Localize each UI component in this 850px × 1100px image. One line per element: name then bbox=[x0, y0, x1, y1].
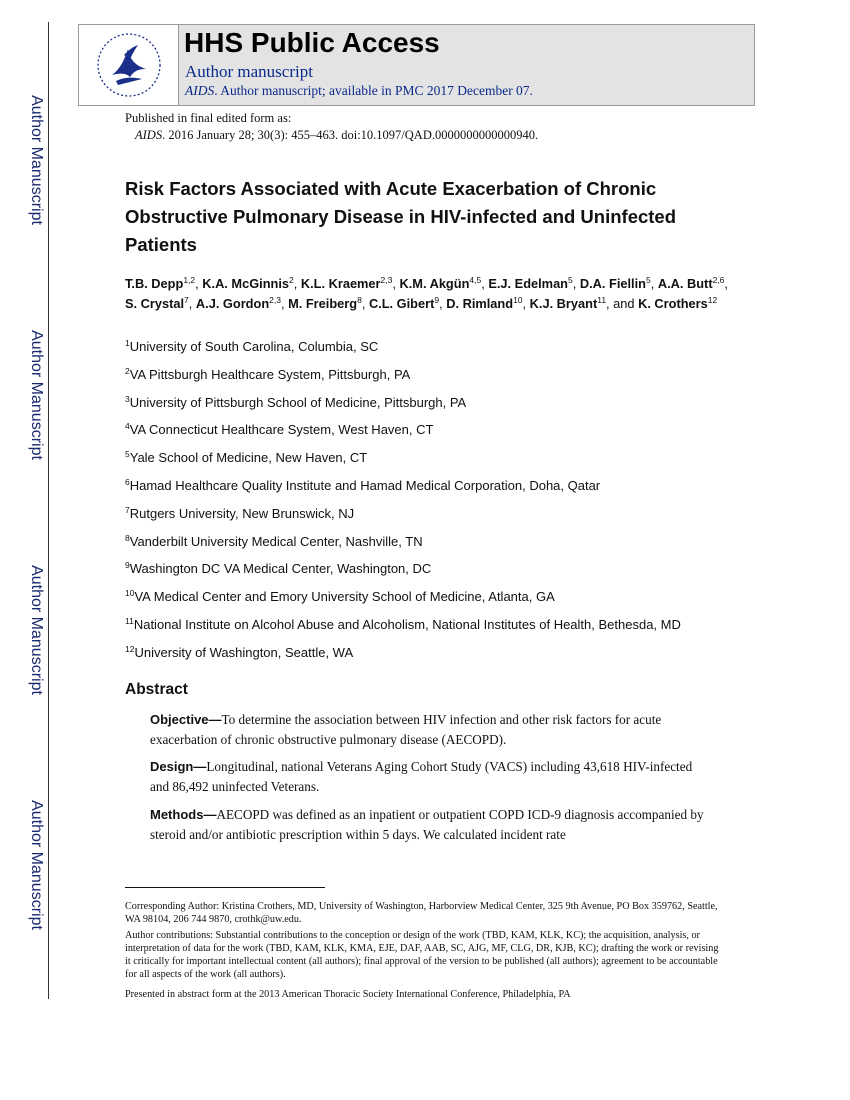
author-affiliation-ref: 5 bbox=[568, 275, 573, 285]
author-separator: , bbox=[724, 276, 728, 291]
author-name: K.M. Akgün bbox=[399, 276, 470, 291]
affiliation-number: 9 bbox=[125, 560, 130, 571]
author-name: T.B. Depp bbox=[125, 276, 184, 291]
affiliation-item bbox=[125, 588, 745, 616]
footnote-rule bbox=[125, 887, 325, 888]
hhs-eagle-logo bbox=[79, 25, 179, 105]
author-name: E.J. Edelman bbox=[488, 276, 568, 291]
author-affiliation-ref: 11 bbox=[597, 295, 607, 305]
affiliation-item bbox=[125, 449, 745, 477]
author-separator: , bbox=[188, 296, 196, 311]
affiliation-text: Washington DC VA Medical Center, Washington, DC bbox=[129, 561, 432, 577]
author-separator: , bbox=[650, 276, 658, 291]
hhs-banner bbox=[78, 24, 755, 106]
affiliation-item bbox=[125, 560, 745, 588]
affiliation-text: University of Pittsburgh School of Medicine, Pittsburgh, PA bbox=[129, 394, 467, 410]
author-separator: , bbox=[195, 276, 203, 291]
author-separator: , bbox=[361, 296, 369, 311]
affiliation-number: 3 bbox=[125, 393, 130, 404]
article-title: Risk Factors Associated with Acute Exacerbation of Chronic Obstructive Pulmonary Disease in HIV-infected and Uninfected Patients bbox=[125, 178, 677, 255]
footnote-contributions: Author contributions: Substantial contributions to the conception or design of the work (TBD, KAM, KLK, KC); the acquisition, analysis, or interpretation of data for the work (TBD, KAM, KLK, KMA, EJE, DAF, AAB, SC, AJG, MF, CLG, DR, KJB, KC); drafting the work or revising it critically for important intellectual content (all authors); final approval of the version to be published (all authors); agreement to be accountable for all aspects of the work (all authors). bbox=[125, 930, 719, 980]
author-affiliation-ref: 2,3 bbox=[269, 295, 281, 305]
affiliation-number: 10 bbox=[125, 588, 135, 599]
author-name: M. Freiberg bbox=[288, 296, 358, 311]
author-name: K. Crothers bbox=[638, 296, 708, 311]
author-affiliation-ref: 1,2 bbox=[183, 275, 196, 285]
affiliation-text: National Institute on Alcohol Abuse and Alcoholism, National Institutes of Health, Bethesda, MD bbox=[133, 616, 681, 632]
author-affiliation-ref: 4,5 bbox=[469, 275, 482, 285]
affiliation-item bbox=[125, 421, 745, 449]
side-watermark: Author Manuscript bbox=[28, 95, 45, 225]
author-affiliation-ref: 7 bbox=[184, 295, 189, 305]
abstract-heading: Abstract bbox=[125, 681, 188, 698]
affiliation-number: 6 bbox=[125, 476, 130, 487]
affiliation-item bbox=[125, 394, 745, 422]
affiliation-number: 5 bbox=[125, 449, 130, 460]
author-separator: , bbox=[481, 276, 489, 291]
affiliation-number: 2 bbox=[125, 365, 130, 376]
affiliation-number: 4 bbox=[125, 421, 130, 432]
side-watermark: Author Manuscript bbox=[28, 330, 45, 460]
author-name: K.J. Bryant bbox=[529, 296, 598, 311]
author-name: D. Rimland bbox=[446, 296, 514, 311]
abstract-methods: Methods—AECOPD was defined as an inpatient or outpatient COPD ICD-9 diagnosis accompanied by steroid and/or antibiotic prescription within 5 days. We calculated incident rate bbox=[150, 807, 704, 842]
side-watermark: Author Manuscript bbox=[28, 565, 45, 695]
affiliation-item bbox=[125, 644, 745, 672]
author-name: A.J. Gordon bbox=[195, 296, 270, 311]
author-separator: , bbox=[293, 276, 301, 291]
author-name: C.L. Gibert bbox=[368, 296, 435, 311]
affiliation-text: Rutgers University, New Brunswick, NJ bbox=[129, 505, 355, 521]
affiliation-text: Yale School of Medicine, New Haven, CT bbox=[129, 450, 368, 466]
affiliation-item bbox=[125, 505, 745, 533]
affiliation-item bbox=[125, 338, 745, 366]
author-affiliation-ref: 8 bbox=[357, 295, 362, 305]
author-name: D.A. Fiellin bbox=[579, 276, 646, 291]
author-separator: , bbox=[522, 296, 530, 311]
published-notice: Published in final edited form as: AIDS. 2016 January 28; 30(3): 455–463. doi:10.1097/QAD.0000000000000940. bbox=[125, 111, 539, 142]
author-affiliation-ref: 9 bbox=[434, 295, 440, 305]
author-name: K.L. Kraemer bbox=[300, 276, 381, 291]
affiliation-item bbox=[125, 366, 745, 394]
banner-availability: AIDS. Author manuscript; available in PMC 2017 December 07. bbox=[185, 83, 533, 98]
author-separator: , bbox=[280, 296, 289, 311]
affiliation-text: University of South Carolina, Columbia, SC bbox=[129, 339, 379, 354]
affiliation-text: VA Pittsburgh Healthcare System, Pittsburgh, PA bbox=[129, 366, 411, 382]
banner-title: HHS Public Access bbox=[184, 27, 440, 58]
banner-subtitle: Author manuscript bbox=[185, 62, 313, 81]
affiliation-item bbox=[125, 477, 745, 505]
author-separator: , bbox=[439, 296, 447, 311]
affiliation-number: 11 bbox=[125, 615, 134, 626]
affiliation-text: Hamad Healthcare Quality Institute and Hamad Medical Corporation, Doha, Qatar bbox=[129, 477, 601, 493]
author-name: S. Crystal bbox=[125, 296, 185, 311]
affiliation-item bbox=[125, 533, 745, 561]
author-affiliation-ref: 2 bbox=[289, 275, 294, 285]
affiliation-item bbox=[125, 616, 745, 644]
author-affiliation-ref: 12 bbox=[707, 295, 718, 305]
author-affiliation-ref: 2,3 bbox=[380, 275, 393, 285]
abstract-design: Design—Longitudinal, national Veterans Aging Cohort Study (VACS) including 43,618 HIV-infected and 86,492 uninfected Veterans. bbox=[150, 759, 693, 794]
author-affiliation-ref: 2,6 bbox=[712, 275, 725, 285]
side-watermark: Author Manuscript bbox=[28, 800, 45, 930]
affiliation-number: 7 bbox=[125, 504, 130, 515]
affiliation-text: VA Connecticut Healthcare System, West Haven, CT bbox=[129, 422, 434, 438]
author-separator: , and bbox=[606, 296, 639, 311]
affiliation-number: 8 bbox=[125, 532, 130, 543]
author-separator: , bbox=[392, 276, 400, 291]
affiliation-number: 12 bbox=[125, 643, 135, 654]
affiliation-list bbox=[125, 338, 745, 672]
author-name: K.A. McGinnis bbox=[202, 276, 290, 291]
affiliation-text: VA Medical Center and Emory University School of Medicine, Atlanta, GA bbox=[134, 589, 555, 605]
affiliation-text: University of Washington, Seattle, WA bbox=[134, 644, 354, 660]
author-list bbox=[125, 274, 735, 314]
footnote-presented: Presented in abstract form at the 2013 American Thoracic Society International Conference, Philadelphia, PA bbox=[125, 989, 571, 1000]
author-affiliation-ref: 10 bbox=[513, 295, 523, 305]
author-separator: , bbox=[572, 276, 580, 291]
affiliation-text: Vanderbilt University Medical Center, Nashville, TN bbox=[129, 533, 423, 549]
author-name: A.A. Butt bbox=[657, 276, 713, 291]
side-rule bbox=[48, 22, 49, 999]
abstract-objective: Objective—To determine the association between HIV infection and other risk factors for acute exacerbation of chronic obstructive pulmonary disease (AECOPD). bbox=[150, 712, 662, 747]
affiliation-number: 1 bbox=[125, 338, 130, 348]
author-affiliation-ref: 5 bbox=[645, 275, 651, 285]
footnote-corresponding: Corresponding Author: Kristina Crothers, MD, University of Washington, Harborview Medical Center, 325 9th Avenue, PO Box 359762, Seattle, WA 98104, 206 744 9870, crothk@uw.edu. bbox=[125, 901, 718, 925]
